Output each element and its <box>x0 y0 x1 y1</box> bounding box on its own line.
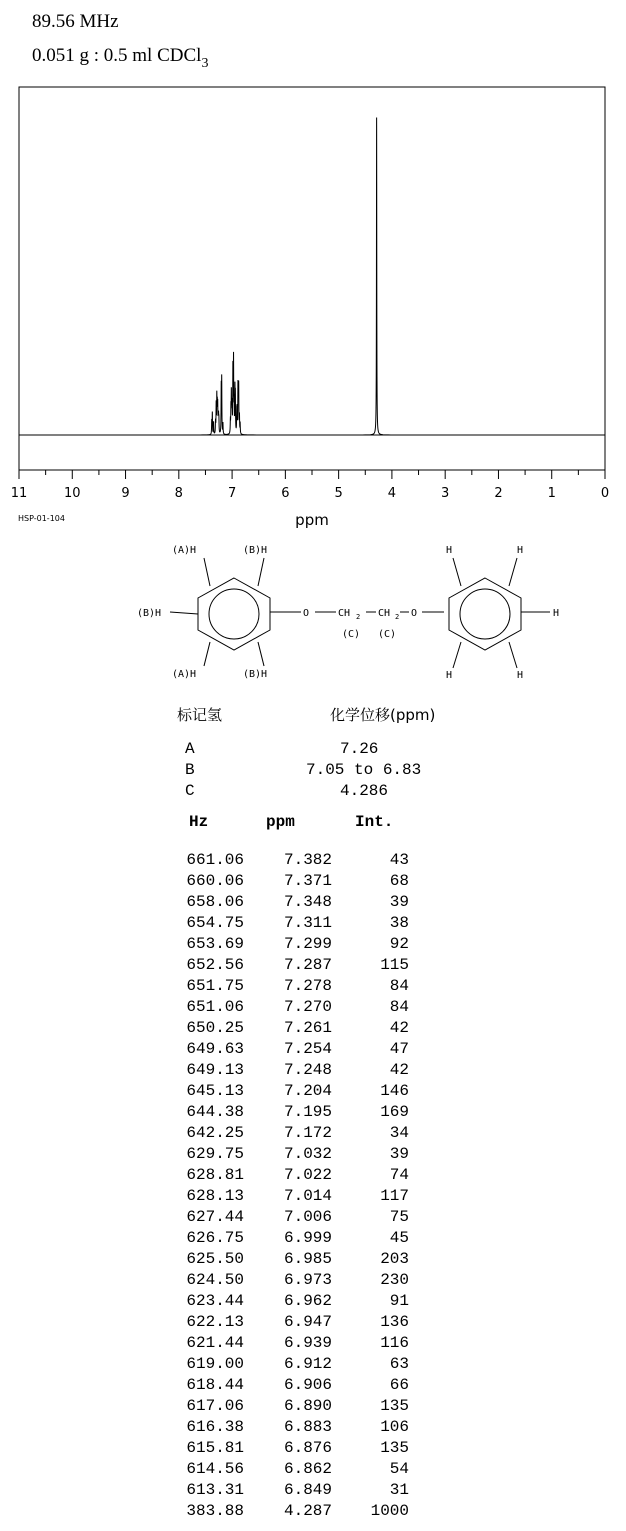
table-row <box>0 1502 626 1523</box>
plot-frame <box>19 87 605 470</box>
peak-hz: 627.44 <box>186 1208 244 1226</box>
peak-ppm: 6.912 <box>283 1355 332 1373</box>
peak-ppm: 7.270 <box>283 998 332 1016</box>
table-row <box>0 1061 626 1082</box>
peak-hz: 624.50 <box>186 1271 244 1289</box>
peak-hz: 645.13 <box>186 1082 244 1100</box>
assignment-label-b: B <box>185 761 195 779</box>
label-h-top-right: H <box>517 545 524 556</box>
peak-ppm: 7.382 <box>283 851 332 869</box>
peak-intensity: 106 <box>380 1418 409 1436</box>
x-tick-label: 11 <box>10 486 28 501</box>
assignment-header-shift: 化学位移(ppm) <box>330 706 436 724</box>
table-row <box>0 998 626 1019</box>
x-tick-label: 7 <box>227 486 237 501</box>
peak-hz: 650.25 <box>186 1019 244 1037</box>
peak-intensity: 74 <box>389 1166 409 1184</box>
peak-hz: 644.38 <box>186 1103 244 1121</box>
peak-ppm: 6.939 <box>283 1334 332 1352</box>
label-c-2: (C) <box>378 629 397 640</box>
peak-intensity: 42 <box>389 1019 409 1037</box>
peak-intensity: 39 <box>389 1145 409 1163</box>
table-row <box>0 914 626 935</box>
peak-hz: 628.13 <box>186 1187 244 1205</box>
label-o-right: O <box>411 608 418 619</box>
x-tick-label: 5 <box>334 486 343 501</box>
x-tick-label: 10 <box>63 486 81 501</box>
peak-hz: 622.13 <box>186 1313 244 1331</box>
table-row <box>0 956 626 977</box>
x-tick-label: 8 <box>174 486 183 501</box>
peak-intensity: 31 <box>389 1481 409 1499</box>
peak-ppm: 4.287 <box>283 1502 332 1520</box>
peak-intensity: 117 <box>380 1187 409 1205</box>
label-h-bottom-left: H <box>446 670 453 681</box>
peak-hz: 642.25 <box>186 1124 244 1142</box>
peak-intensity: 63 <box>389 1355 409 1373</box>
peak-hz: 653.69 <box>186 935 244 953</box>
x-tick-label: 4 <box>387 486 397 501</box>
peak-ppm: 6.985 <box>283 1250 332 1268</box>
peak-ppm: 7.195 <box>283 1103 332 1121</box>
assignment-label-a: A <box>185 740 195 758</box>
peak-intensity: 169 <box>380 1103 409 1121</box>
table-row <box>0 1355 626 1376</box>
table-row <box>0 1250 626 1271</box>
peak-intensity: 34 <box>389 1124 409 1142</box>
label-ch2-1-sub: 2 <box>356 613 361 621</box>
peak-intensity: 43 <box>389 851 409 869</box>
peak-intensity: 45 <box>389 1229 409 1247</box>
x-tick-label: 3 <box>441 486 450 501</box>
peak-hz: 619.00 <box>186 1355 244 1373</box>
label-b-top: (B)H <box>243 545 268 556</box>
peak-intensity: 47 <box>389 1040 409 1058</box>
peak-ppm: 6.973 <box>283 1271 332 1289</box>
assignment-shift-a: 7.26 <box>340 740 379 758</box>
table-row <box>0 1229 626 1250</box>
peak-intensity: 68 <box>389 872 409 890</box>
table-row <box>0 1271 626 1292</box>
label-a-top: (A)H <box>172 545 197 556</box>
table-row <box>0 1103 626 1124</box>
table-row <box>0 1481 626 1502</box>
x-axis-tick-labels <box>11 486 609 501</box>
peak-intensity: 84 <box>389 998 409 1016</box>
table-row <box>0 851 626 872</box>
label-h-right: H <box>553 608 560 619</box>
x-tick-label: 2 <box>494 486 503 501</box>
peak-ppm: 6.999 <box>283 1229 332 1247</box>
peak-intensity: 116 <box>380 1334 409 1352</box>
peak-intensity: 135 <box>380 1439 409 1457</box>
peak-ppm: 7.172 <box>283 1124 332 1142</box>
x-tick-label: 6 <box>281 486 290 501</box>
label-ch2-1: CH <box>338 608 351 619</box>
peak-intensity: 92 <box>389 935 409 953</box>
label-b-left: (B)H <box>137 608 162 619</box>
label-b-bottom: (B)H <box>243 669 268 680</box>
table-row <box>0 1460 626 1481</box>
table-row <box>0 872 626 893</box>
table-row <box>0 1292 626 1313</box>
x-tick-label: 9 <box>121 486 130 501</box>
table-row <box>0 1082 626 1103</box>
table-row <box>0 1187 626 1208</box>
sample-main-text: 0.051 g : 0.5 ml CDCl <box>32 45 202 66</box>
left-benzene-ring <box>170 558 301 666</box>
peak-intensity: 39 <box>389 893 409 911</box>
peak-hz: 616.38 <box>186 1418 244 1436</box>
peak-ppm: 6.906 <box>283 1376 332 1394</box>
peak-hz: 625.50 <box>186 1250 244 1268</box>
peak-ppm: 7.006 <box>283 1208 332 1226</box>
table-row <box>0 1397 626 1418</box>
frequency-label: 89.56 MHz <box>32 11 119 32</box>
table-row <box>0 1124 626 1145</box>
peak-ppm: 6.876 <box>283 1439 332 1457</box>
table-row <box>0 1145 626 1166</box>
label-o-left: O <box>303 608 310 619</box>
table-row <box>0 1208 626 1229</box>
label-h-top-left: H <box>446 545 453 556</box>
peak-hz: 661.06 <box>186 851 244 869</box>
peak-ppm: 7.287 <box>283 956 332 974</box>
table-row <box>0 1418 626 1439</box>
peak-ppm: 7.278 <box>283 977 332 995</box>
peak-ppm: 7.022 <box>283 1166 332 1184</box>
peak-ppm: 6.849 <box>283 1481 332 1499</box>
peak-intensity: 135 <box>380 1397 409 1415</box>
peak-hz: 654.75 <box>186 914 244 932</box>
peak-ppm: 7.348 <box>283 893 332 911</box>
peak-hz: 658.06 <box>186 893 244 911</box>
peak-header-int: Int. <box>355 813 394 831</box>
label-ch2-2-sub: 2 <box>395 613 400 621</box>
peak-intensity: 146 <box>380 1082 409 1100</box>
peak-intensity: 1000 <box>370 1502 409 1520</box>
nmr-spectrum-chart <box>0 0 626 535</box>
peak-hz: 649.13 <box>186 1061 244 1079</box>
peak-intensity: 84 <box>389 977 409 995</box>
peak-hz: 651.75 <box>186 977 244 995</box>
peak-intensity: 115 <box>380 956 409 974</box>
peak-hz: 615.81 <box>186 1439 244 1457</box>
table-row <box>0 1334 626 1355</box>
peak-hz: 614.56 <box>186 1460 244 1478</box>
peak-hz: 660.06 <box>186 872 244 890</box>
peak-hz: 651.06 <box>186 998 244 1016</box>
label-ch2-2: CH <box>378 608 391 619</box>
peak-intensity: 203 <box>380 1250 409 1268</box>
peak-ppm: 7.254 <box>283 1040 332 1058</box>
assignment-shift-c: 4.286 <box>340 782 389 800</box>
peak-intensity: 75 <box>389 1208 409 1226</box>
peak-hz: 629.75 <box>186 1145 244 1163</box>
peak-intensity: 54 <box>389 1460 409 1478</box>
peak-ppm: 7.371 <box>283 872 332 890</box>
peak-ppm: 6.890 <box>283 1397 332 1415</box>
table-row <box>0 935 626 956</box>
table-row <box>0 1313 626 1334</box>
peak-ppm: 6.862 <box>283 1460 332 1478</box>
table-row <box>0 977 626 998</box>
x-axis-label: ppm <box>295 511 329 529</box>
peak-intensity: 136 <box>380 1313 409 1331</box>
peak-hz: 649.63 <box>186 1040 244 1058</box>
peak-ppm: 7.032 <box>283 1145 332 1163</box>
peak-ppm: 6.947 <box>283 1313 332 1331</box>
x-axis-ticks <box>19 470 605 479</box>
peak-ppm: 7.248 <box>283 1061 332 1079</box>
peak-hz: 613.31 <box>186 1481 244 1499</box>
x-tick-label: 0 <box>600 486 610 501</box>
assignment-label-c: C <box>185 782 195 800</box>
peak-ppm: 7.204 <box>283 1082 332 1100</box>
peak-ppm: 6.883 <box>283 1418 332 1436</box>
peak-header-ppm: ppm <box>266 813 295 831</box>
x-tick-label: 1 <box>547 486 556 501</box>
peak-intensity: 66 <box>389 1376 409 1394</box>
peak-ppm: 7.299 <box>283 935 332 953</box>
peak-ppm: 7.014 <box>283 1187 332 1205</box>
assignment-shift-b: 7.05 to 6.83 <box>306 761 422 779</box>
peak-intensity: 91 <box>389 1292 409 1310</box>
peak-hz: 652.56 <box>186 956 244 974</box>
table-row <box>0 893 626 914</box>
table-row <box>0 1040 626 1061</box>
spectrum-trace <box>19 118 604 435</box>
peak-header-hz: Hz <box>189 813 209 831</box>
table-row <box>0 1439 626 1460</box>
table-row <box>0 1166 626 1187</box>
peak-hz: 621.44 <box>186 1334 244 1352</box>
table-row <box>0 1376 626 1397</box>
peak-hz: 383.88 <box>186 1502 244 1520</box>
peak-ppm: 6.962 <box>283 1292 332 1310</box>
assignment-header-label: 标记氢 <box>177 706 223 724</box>
peak-hz: 628.81 <box>186 1166 244 1184</box>
peak-intensity: 38 <box>389 914 409 932</box>
peak-ppm: 7.261 <box>283 1019 332 1037</box>
peak-hz: 618.44 <box>186 1376 244 1394</box>
label-c-1: (C) <box>342 629 361 640</box>
peak-intensity: 42 <box>389 1061 409 1079</box>
peak-ppm: 7.311 <box>283 914 332 932</box>
peak-hz: 626.75 <box>186 1229 244 1247</box>
label-a-bottom: (A)H <box>172 669 197 680</box>
peak-hz: 617.06 <box>186 1397 244 1415</box>
right-benzene-ring <box>449 558 550 668</box>
label-h-bottom-right: H <box>517 670 524 681</box>
sample-subscript: 3 <box>201 56 209 71</box>
peak-intensity: 230 <box>380 1271 409 1289</box>
spectrum-code: HSP-01-104 <box>18 514 65 523</box>
table-row <box>0 1019 626 1040</box>
peak-hz: 623.44 <box>186 1292 244 1310</box>
